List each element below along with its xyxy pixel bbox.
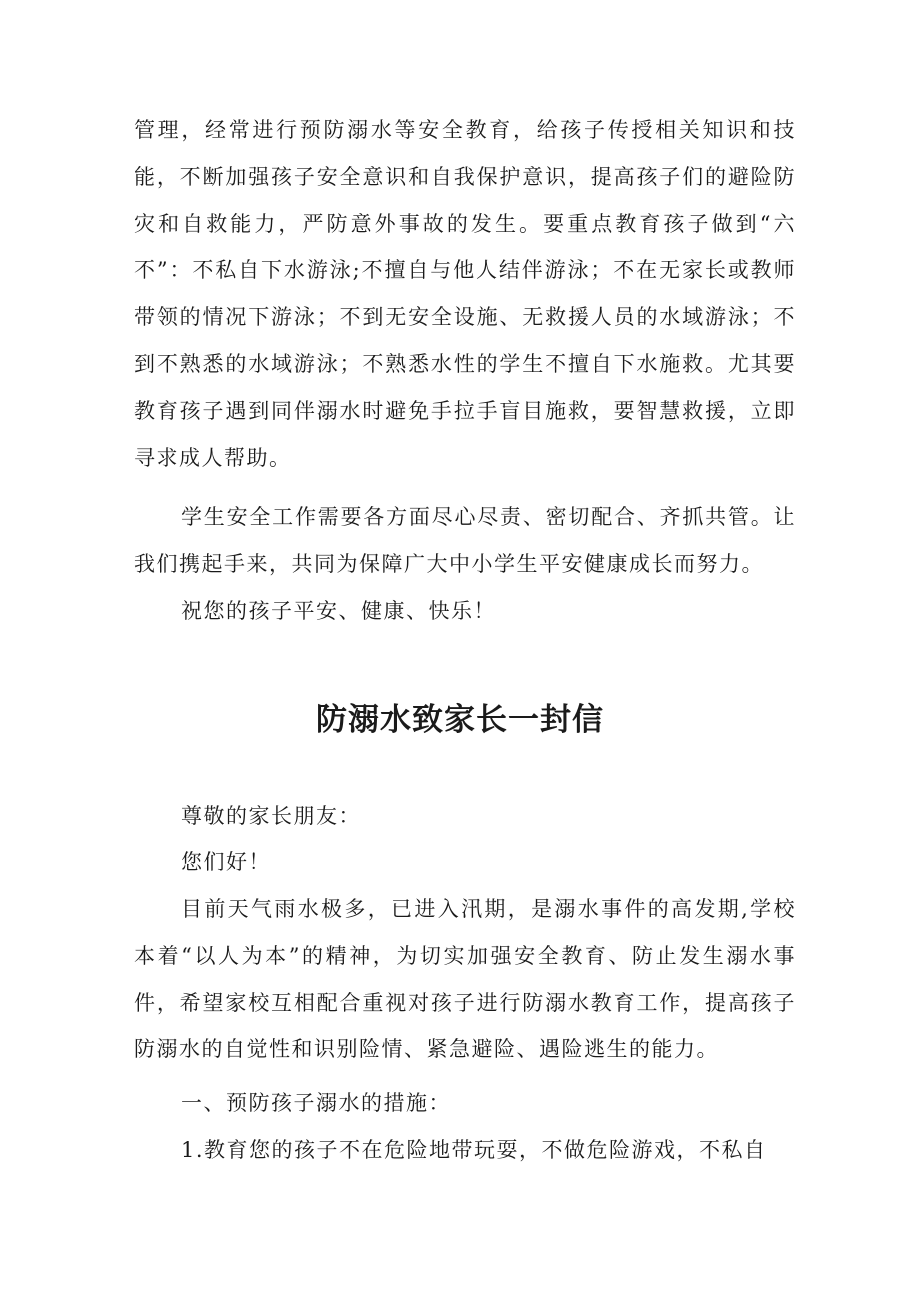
prev-letter-paragraph-1: 管理，经常进行预防溺水等安全教育，给孩子传授相关知识和技能，不断加强孩子安全意识和自我保护意识，提高孩子们的避险防灾和自救能力，严防意外事故的发生。要重点教育孩子做到“六不”：不私自下水游泳;不擅自与他人结伴游泳；不在无家长或教师带领的情况下游泳；不到无安全设施、无救援人员的水域游泳；不到不熟悉的水域游泳；不熟悉水性的学生不擅自下水施救。尤其要教育孩子遇到同伴溺水时避免手拉手盲目施救，要智慧救援，立即寻求成人帮助。 <box>134 118 796 470</box>
letter-paragraph-1: 目前天气雨水极多，已进入汛期，是溺水事件的高发期,学校本着“以人为本”的精神，为切实加强安全教育、防止发生溺水事件，希望家校互相配合重视对孩子进行防溺水教育工作，提高孩子防溺水的自觉性和识别险情、紧急避险、遇险逃生的能力。 <box>134 897 796 1062</box>
letter-title: 防溺水致家长一封信 <box>316 702 604 738</box>
letter-greeting: 您们好！ <box>181 850 271 874</box>
prev-letter-closing-wish: 祝您的孩子平安、健康、快乐！ <box>181 599 496 623</box>
list-item-1: 1.教育您的孩子不在危险地带玩耍，不做危险游戏，不私自 <box>181 1138 767 1162</box>
letter-salutation: 尊敬的家长朋友： <box>181 804 361 828</box>
section-heading-1: 一、预防孩子溺水的措施： <box>181 1091 451 1115</box>
prev-letter-paragraph-2: 学生安全工作需要各方面尽心尽责、密切配合、齐抓共管。让我们携起手来，共同为保障广大中小学生平安健康成长而努力。 <box>134 505 796 576</box>
